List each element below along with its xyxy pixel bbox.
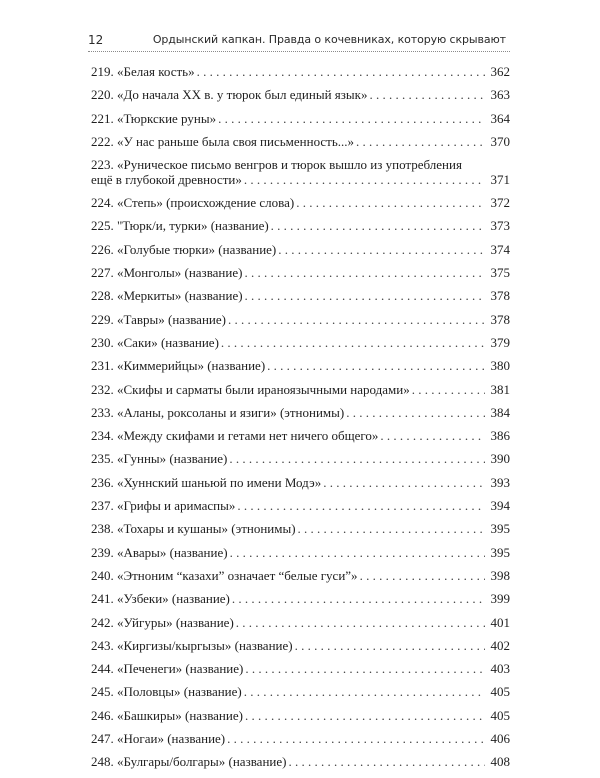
- toc-entry-title: ещё в глубокой древности»: [91, 172, 242, 188]
- toc-leader-dots: [346, 405, 485, 420]
- toc-leader-dots: [271, 218, 485, 233]
- toc-entry: [91, 218, 510, 241]
- toc-page-number: 398: [490, 567, 510, 583]
- toc-entry-title: 234. «Между скифами и гетами нет ничего общего»: [91, 428, 379, 444]
- toc-entry: [91, 335, 510, 358]
- toc-leader-dots: [197, 64, 485, 79]
- toc-entry-title: 231. «Киммерийцы» (название): [91, 358, 266, 374]
- toc-page-number: 401: [490, 614, 510, 630]
- toc-leader-dots: [380, 428, 485, 443]
- toc-page-number: 403: [490, 661, 510, 677]
- toc-entry: [91, 521, 510, 544]
- toc-entry: [91, 157, 510, 195]
- toc-page-number: 363: [490, 87, 510, 103]
- toc-leader-dots: [356, 134, 485, 149]
- toc-entry-title: 237. «Грифы и аримаспы»: [91, 498, 236, 514]
- toc-entry-title: 246. «Башкиры» (название): [91, 707, 243, 723]
- toc-page-number: 378: [490, 288, 510, 304]
- toc-leader-dots: [232, 591, 485, 606]
- toc-page-number: 390: [490, 451, 510, 467]
- toc-entry-title: 236. «Хуннский шаньюй по имени Модэ»: [91, 474, 322, 490]
- toc-leader-dots: [244, 684, 485, 699]
- page-number: 12: [88, 33, 104, 47]
- toc-leader-dots: [228, 312, 485, 327]
- toc-leader-dots: [237, 498, 485, 513]
- toc-entry: [91, 498, 510, 521]
- toc-page-number: 378: [490, 311, 510, 327]
- toc-page-number: 362: [490, 64, 510, 79]
- toc-leader-dots: [412, 382, 485, 397]
- toc-page-number: 371: [490, 172, 510, 188]
- toc-leader-dots: [288, 754, 485, 769]
- toc-entry: [91, 111, 510, 134]
- table-of-contents: [91, 64, 510, 778]
- toc-leader-dots: [360, 568, 485, 583]
- toc-leader-dots: [267, 358, 485, 373]
- toc-entry: [91, 451, 510, 474]
- toc-entry: [91, 242, 510, 265]
- toc-entry-title: 219. «Белая кость»: [91, 64, 195, 79]
- toc-entry: [91, 64, 510, 87]
- toc-leader-dots: [221, 335, 485, 350]
- toc-entry: [91, 288, 510, 311]
- toc-page-number: 402: [490, 637, 510, 653]
- toc-page-number: 381: [490, 381, 510, 397]
- toc-entry-title: 233. «Аланы, роксоланы и язиги» (этнонимы): [91, 404, 345, 420]
- toc-entry-title: 222. «У нас раньше была своя письменность...»: [91, 133, 355, 149]
- toc-leader-dots: [245, 708, 485, 723]
- toc-page-number: 386: [490, 428, 510, 444]
- toc-page-number: 375: [490, 265, 510, 281]
- toc-entry-title: 221. «Тюркские руны»: [91, 110, 217, 126]
- toc-page-number: 379: [490, 334, 510, 350]
- toc-entry: [91, 661, 510, 684]
- toc-entry-title: 235. «Гунны» (название): [91, 451, 228, 467]
- toc-leader-dots: [244, 265, 485, 280]
- toc-page-number: 380: [490, 358, 510, 374]
- toc-entry: [91, 195, 510, 218]
- toc-entry-title: 229. «Тавры» (название): [91, 311, 226, 327]
- toc-entry-title: 245. «Половцы» (название): [91, 684, 242, 700]
- toc-leader-dots: [298, 521, 485, 536]
- toc-entry-title-line1: 223. «Руническое письмо венгров и тюрок вышло из употребления: [91, 157, 462, 173]
- toc-entry: [91, 312, 510, 335]
- toc-entry: [91, 134, 510, 157]
- toc-entry-title: 225. "Тюрк/и, турки» (название): [91, 218, 269, 234]
- running-title: Ордынский капкан. Правда о кочевниках, которую скрывают: [152, 33, 506, 46]
- toc-leader-dots: [244, 172, 485, 187]
- toc-leader-dots: [230, 545, 485, 560]
- toc-leader-dots: [295, 638, 485, 653]
- toc-entry: [91, 754, 510, 777]
- toc-entry: [91, 684, 510, 707]
- toc-leader-dots: [323, 475, 485, 490]
- toc-leader-dots: [278, 242, 485, 257]
- toc-page-number: 372: [490, 195, 510, 211]
- toc-entry: [91, 638, 510, 661]
- toc-entry-title: 248. «Булгары/болгары» (название): [91, 754, 287, 770]
- toc-entry-title: 247. «Ногаи» (название): [91, 731, 226, 747]
- toc-page-number: 395: [490, 544, 510, 560]
- toc-page-number: 394: [490, 498, 510, 514]
- toc-entry-title: 241. «Узбеки» (название): [91, 591, 230, 607]
- toc-entry-title: 244. «Печенеги» (название): [91, 661, 244, 677]
- toc-entry: [91, 358, 510, 381]
- toc-entry-title: 243. «Киргизы/кыргызы» (название): [91, 637, 293, 653]
- toc-leader-dots: [229, 451, 485, 466]
- toc-entry: [91, 568, 510, 591]
- toc-page-number: 399: [490, 591, 510, 607]
- toc-entry: [91, 87, 510, 110]
- toc-page-number: 373: [490, 218, 510, 234]
- toc-leader-dots: [227, 731, 485, 746]
- toc-entry-title: 226. «Голубые тюрки» (название): [91, 241, 277, 257]
- toc-entry: [91, 475, 510, 498]
- toc-entry: [91, 731, 510, 754]
- toc-entry-title: 232. «Скифы и сарматы были ираноязычными народами»: [91, 381, 410, 397]
- toc-page-number: 364: [490, 110, 510, 126]
- toc-leader-dots: [218, 111, 485, 126]
- toc-entry-title: 242. «Уйгуры» (название): [91, 614, 234, 630]
- toc-leader-dots: [236, 615, 485, 630]
- toc-page-number: 370: [490, 133, 510, 149]
- toc-entry-title: 224. «Степь» (происхождение слова): [91, 195, 295, 211]
- toc-entry-title: 230. «Саки» (название): [91, 334, 219, 350]
- toc-entry: [91, 265, 510, 288]
- toc-entry-title: 240. «Этноним “казахи” означает “белые гуси”»: [91, 567, 358, 583]
- toc-entry: [91, 591, 510, 614]
- toc-entry-title: 220. «До начала XX в. у тюрок был единый язык»: [91, 87, 368, 103]
- toc-entry-title: 238. «Тохары и кушаны» (этнонимы): [91, 521, 296, 537]
- toc-page-number: 393: [490, 474, 510, 490]
- page-header: [88, 33, 510, 51]
- toc-page-number: 395: [490, 521, 510, 537]
- toc-page-number: 374: [490, 241, 510, 257]
- toc-entry: [91, 428, 510, 451]
- toc-page-number: 405: [490, 707, 510, 723]
- header-divider: [88, 51, 510, 52]
- toc-leader-dots: [296, 195, 485, 210]
- toc-entry: [91, 405, 510, 428]
- toc-page-number: 384: [490, 404, 510, 420]
- toc-entry: [91, 545, 510, 568]
- toc-leader-dots: [245, 288, 485, 303]
- toc-page-number: 405: [490, 684, 510, 700]
- toc-entry: [91, 382, 510, 405]
- toc-leader-dots: [369, 87, 485, 102]
- toc-entry: [91, 615, 510, 638]
- toc-entry: [91, 708, 510, 731]
- toc-leader-dots: [245, 661, 485, 676]
- toc-entry-title: 239. «Авары» (название): [91, 544, 228, 560]
- toc-page-number: 406: [490, 731, 510, 747]
- toc-entry-title: 228. «Меркиты» (название): [91, 288, 243, 304]
- toc-entry-title: 227. «Монголы» (название): [91, 265, 243, 281]
- toc-page-number: 408: [490, 754, 510, 770]
